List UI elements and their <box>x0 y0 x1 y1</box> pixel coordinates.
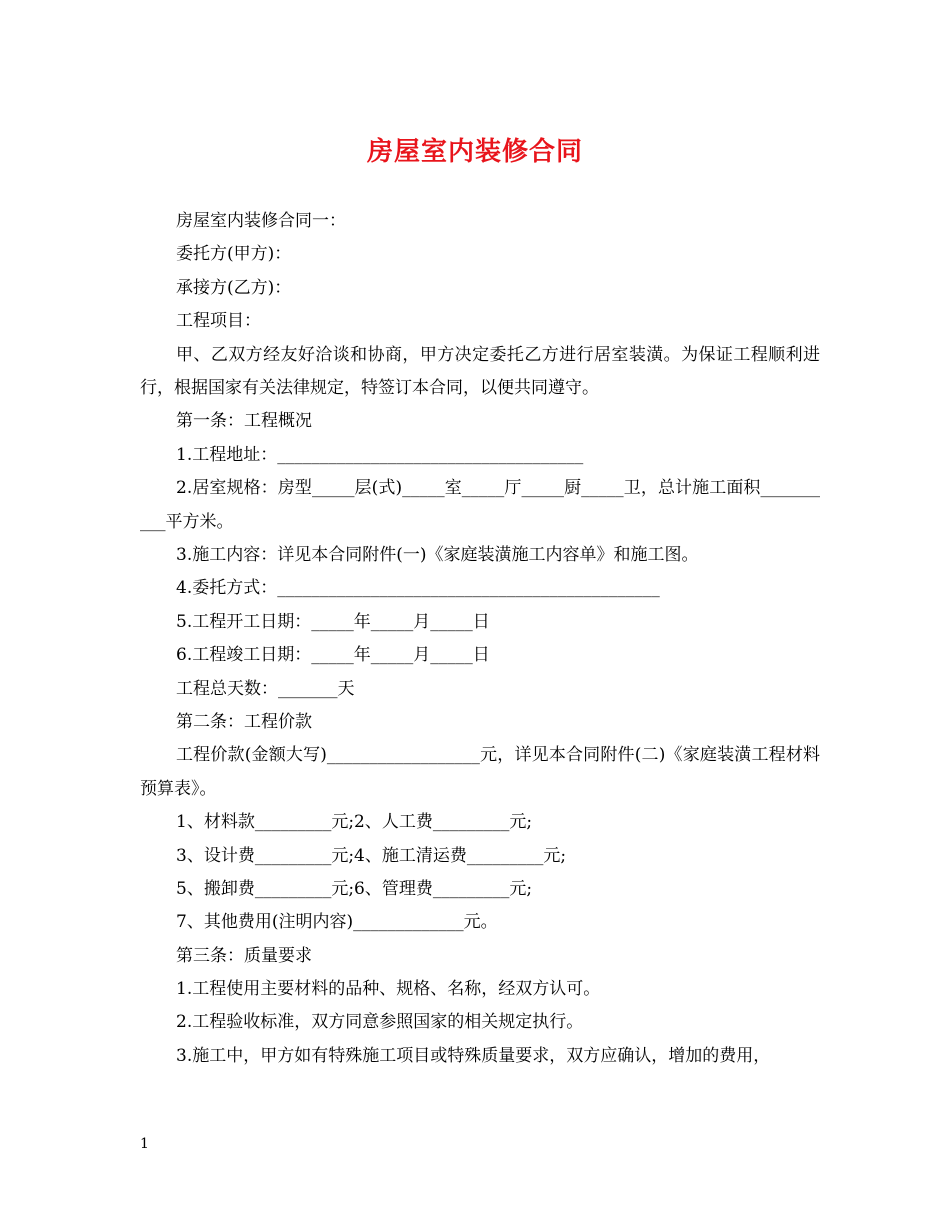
preamble-paragraph: 甲、乙双方经友好洽谈和协商，甲方决定委托乙方进行居室装潢。为保证工程顺利进行，根据国家有关法律规定，特签订本合同，以便共同遵守。 <box>140 344 820 398</box>
article-2-heading: 第二条：工程价款 <box>176 711 312 732</box>
document-title: 房屋室内装修合同 <box>366 137 583 167</box>
clause-price: 工程价款(金额大写)__________________元，详见本合同附件(二)《家庭装潢工程材料预算表》。 <box>140 745 820 799</box>
clause-start-date: 5.工程开工日期：_____年_____月_____日 <box>176 611 490 632</box>
clause-room-spec: 2.居室规格：房型_____层(式)_____室_____厅_____厨_____卫，总计施工面积__________平方米。 <box>140 478 820 532</box>
party-a-field: 委托方(甲方)： <box>176 244 292 265</box>
fee-row-2: 3、设计费_________元;4、施工清运费_________元; <box>176 845 567 866</box>
party-b-field: 承接方(乙方)： <box>176 277 292 298</box>
clause-end-date: 6.工程竣工日期：_____年_____月_____日 <box>176 645 490 666</box>
quality-clause-2: 2.工程验收标准，双方同意参照国家的相关规定执行。 <box>176 1012 584 1033</box>
fee-row-1: 1、材料款_________元;2、人工费_________元; <box>176 812 533 833</box>
fee-row-4: 7、其他费用(注明内容)_____________元。 <box>176 912 498 933</box>
contract-heading: 房屋室内装修合同一： <box>176 211 346 231</box>
article-3-heading: 第三条：质量要求 <box>176 945 312 966</box>
quality-clause-3: 3.施工中，甲方如有特殊施工项目或特殊质量要求，双方应确认，增加的费用， <box>176 1045 771 1066</box>
quality-clause-1: 1.工程使用主要材料的品种、规格、名称，经双方认可。 <box>176 979 601 1000</box>
clause-total-days: 工程总天数：_______天 <box>176 678 355 699</box>
document-body <box>140 205 820 1073</box>
fee-row-3: 5、搬卸费_________元;6、管理费_________元; <box>176 878 533 899</box>
page-number: 1 <box>140 1136 149 1152</box>
clause-method: 4.委托方式：_____________________________________________ <box>176 578 660 599</box>
clause-content: 3.施工内容：详见本合同附件(一)《家庭装潢施工内容单》和施工图。 <box>176 544 699 565</box>
project-field: 工程项目： <box>176 311 261 332</box>
article-1-heading: 第一条：工程概况 <box>176 411 312 432</box>
clause-address: 1.工程地址：____________________________________ <box>176 444 584 465</box>
